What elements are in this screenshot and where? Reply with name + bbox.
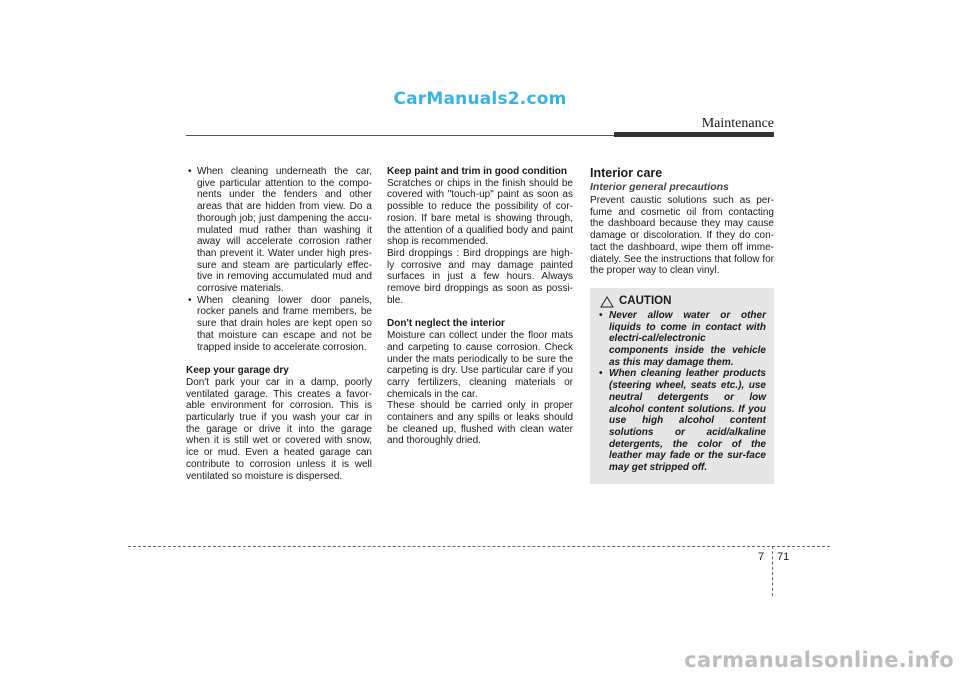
section-title: Maintenance xyxy=(701,116,774,131)
paint-heading: Keep paint and trim in good condition xyxy=(387,166,567,177)
footer-dashed-rule xyxy=(128,546,830,547)
interior-precautions-subheading: Interior general precautions xyxy=(590,181,729,193)
garage-heading: Keep your garage dry xyxy=(186,365,289,377)
header-rule-accent xyxy=(614,132,774,137)
interior-paragraph-1: Moisture can collect under the floor mats and carpeting to cause corrosion. Check under the mats periodically to be sure the carpeting is dry. Use particular care if you carry fertilizers, cleaning materials or chemicals in the car. xyxy=(387,330,573,400)
caution-box xyxy=(590,288,774,484)
column-3 xyxy=(590,166,774,484)
caution-title: CAUTION xyxy=(619,295,672,308)
cleaning-bullet-list xyxy=(186,166,372,353)
warning-triangle-icon xyxy=(600,296,614,308)
caution-list xyxy=(598,310,766,474)
header-rule xyxy=(186,135,614,136)
watermark-carmanuals2: CarManuals2.com xyxy=(393,89,567,109)
caution-header xyxy=(598,296,766,308)
interior-care-heading: Interior care xyxy=(590,166,663,180)
interior-heading: Don't neglect the interior xyxy=(387,318,505,330)
interior-paragraph-2: These should be carried only in proper containers and any spills or leaks should be cleaned up, flushed with clean water and thoroughly dried. xyxy=(387,400,573,447)
page-number: 71 xyxy=(777,551,790,563)
paint-paragraph: Scratches or chips in the finish should be covered with "touch-up" paint as soon as possible to reduce the possibility of cor-rosion. If bare metal is showing through, the attention of a qualified body and paint shop is recommended. xyxy=(387,177,573,248)
column-2 xyxy=(387,166,573,447)
bullet-door-panels: • When cleaning lower door panels, rocker panels and frame members, be sure that drain holes are kept open so that moisture can escape and not be trapped inside to accelerate corrosion. xyxy=(186,295,372,354)
page-number-separator xyxy=(772,546,773,596)
chapter-number: 7 xyxy=(758,551,765,563)
bird-droppings-paragraph: Bird droppings : Bird droppings are high-ly corrosive and may damage painted surfaces in just a few hours. Always remove bird droppings as soon as possi-ble. xyxy=(387,247,573,306)
column-1 xyxy=(186,166,372,482)
caution-item-liquids: • Never allow water or other liquids to come in contact with electri-cal/electronic components inside the vehicle as this may damage them. xyxy=(598,310,766,369)
interior-care-paragraph: Prevent caustic solutions such as per-fume and cosmetic oil from contacting the dashboard because they may cause damage or discoloration. If they do con-tact the dashboard, wipe them off imme-diately. See the instructions that follow for the proper way to clean vinyl. xyxy=(590,195,774,277)
garage-paragraph: Don't park your car in a damp, poorly ventilated garage. This creates a favor-able environment for corrosion. This is particularly true if you wash your car in the garage or drive it into the garage when it is still wet or covered with snow, ice or mud. Even a heated garage can contribute to corrosion unless it is well ventilated so moisture is dispersed. xyxy=(186,376,372,482)
caution-item-leather: • When cleaning leather products (steering wheel, seats etc.), use neutral detergents or low alcohol content solutions. If you use high alcohol content solutions or acid/alkaline detergents, the color of the leather may fade or the sur-face may get stripped off. xyxy=(598,368,766,473)
bullet-underneath: • When cleaning underneath the car, give particular attention to the compo-nents under the fenders and other areas that are hidden from view. Do a thorough job; just dampening the accu-mulated mud rather than washing it away will accelerate corrosion rather than prevent it. Water under high pres-sure and steam are particularly effec-tive in removing accumulated mud and corrosive materials. xyxy=(186,166,372,295)
watermark-carmanualsonline: carmanualsonline.info xyxy=(684,648,954,672)
